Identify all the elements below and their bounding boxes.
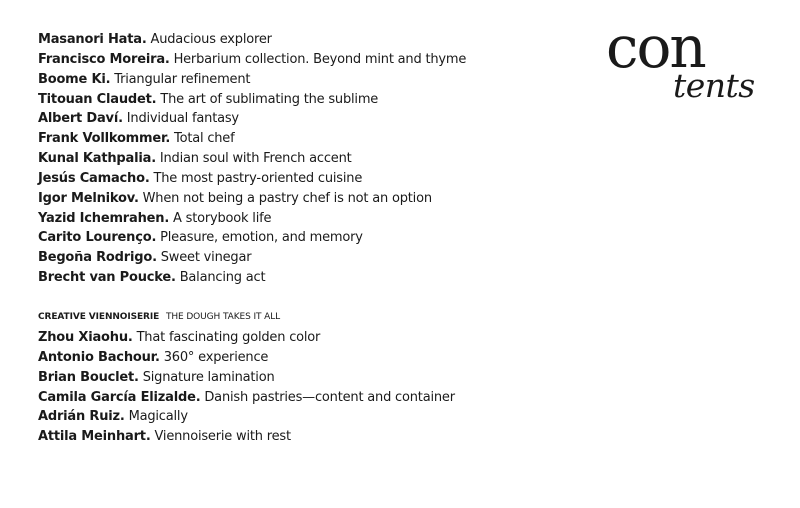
list-item [38,268,466,288]
entry-desc: Magically [128,409,188,425]
entry-desc: Total chef [174,131,235,147]
list-item [38,328,455,348]
entry-name: Igor Melnikov. [38,190,139,206]
contents-title [606,14,786,114]
entry-desc: Audacious explorer [150,32,272,47]
section-heading [38,310,280,324]
entry-name: Masanori Hata. [38,32,147,47]
entry-desc: When not being a pastry chef is not an option [142,190,432,206]
list-item [38,70,466,90]
list-item [38,248,466,268]
entry-desc: The most pastry-oriented cuisine [153,170,363,186]
entry-desc: Viennoiserie with rest [154,429,291,445]
entry-desc: The art of sublimating the sublime [160,91,379,107]
contents-title-con: con [606,13,705,81]
entry-desc: A storybook life [173,210,272,226]
entry-desc: Danish pastries—content and container [204,389,455,405]
entry-name: Zhou Xiaohu. [38,330,133,345]
entry-name: Francisco Moreira. [38,51,170,67]
list-item [38,348,455,368]
list-item [38,228,466,248]
entry-name: Brian Bouclet. [38,369,139,385]
contents-list [38,30,466,288]
list-item [38,368,455,388]
entry-desc: Pleasure, emotion, and memory [160,230,363,246]
list-item [38,149,466,169]
entry-desc: Signature lamination [142,369,275,385]
entry-name: Attila Meinhart. [38,429,151,445]
list-item [38,30,466,50]
entry-desc: Sweet vinegar [160,250,252,266]
entry-name: Titouan Claudet. [38,91,157,107]
list-item [38,189,466,209]
entry-desc: Individual fantasy [126,111,239,127]
entry-desc: Triangular refinement [114,71,251,87]
entry-name: Albert Daví. [38,111,123,127]
entry-name: Antonio Bachour. [38,349,160,365]
entry-name: Camila García Elizalde. [38,389,201,405]
list-item [38,388,455,408]
section-list [38,328,455,447]
entry-name: Yazid Ichemrahen. [38,210,170,226]
entry-name: Adrián Ruiz. [38,409,125,425]
entry-name: Begoña Rodrigo. [38,250,157,266]
list-item [38,50,466,70]
entry-desc: Herbarium collection. Beyond mint and thyme [173,51,467,67]
contents-title-tents: tents [673,66,755,105]
entry-desc: Indian soul with French accent [159,151,352,167]
list-item [38,427,455,447]
entry-name: Carito Lourenço. [38,230,157,246]
list-item [38,209,466,229]
entry-name: Kunal Kathpalia. [38,151,156,167]
section-title: CREATIVE VIENNOISERIE [38,312,160,322]
entry-name: Frank Vollkommer. [38,131,171,147]
list-item [38,407,455,427]
entry-desc: 360° experience [163,349,269,365]
list-item [38,129,466,149]
entry-name: Jesús Camacho. [38,170,150,186]
list-item [38,169,466,189]
entry-name: Boome Ki. [38,71,111,87]
entry-name: Brecht van Poucke. [38,270,176,286]
list-item [38,90,466,110]
entry-desc: That fascinating golden color [136,330,321,345]
entry-desc: Balancing act [179,270,266,286]
section-subtitle: THE DOUGH TAKES IT ALL [165,312,281,322]
list-item [38,109,466,129]
